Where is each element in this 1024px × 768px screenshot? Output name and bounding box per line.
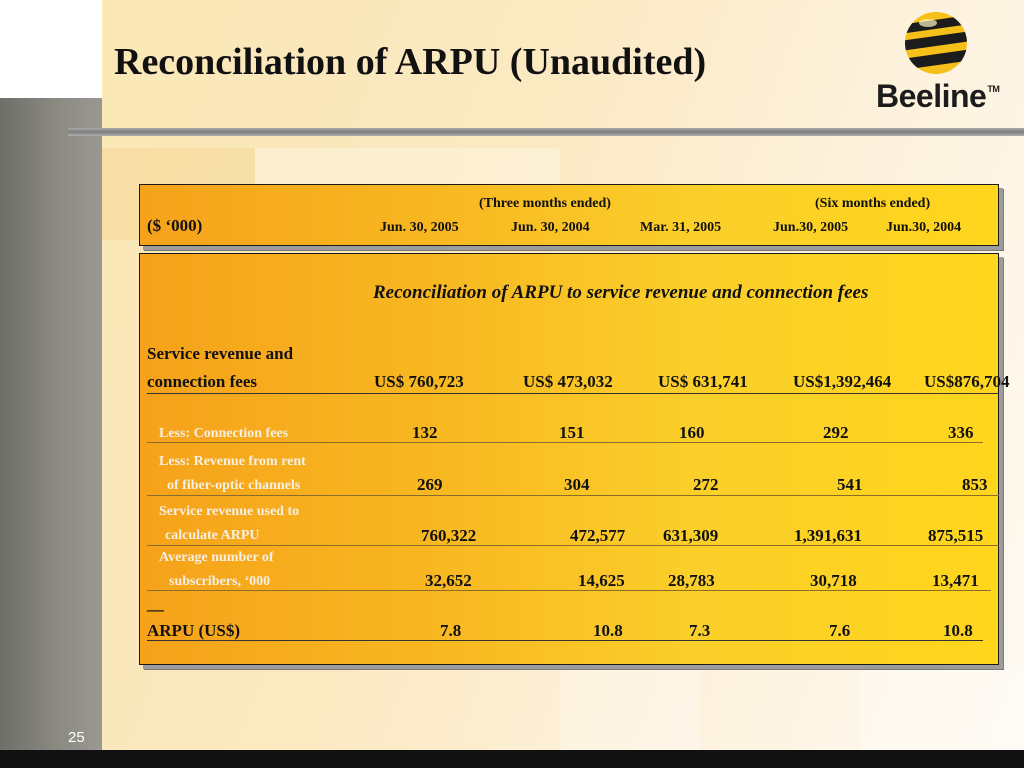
- unit-label: ($ ‘000): [147, 216, 203, 235]
- column-header: Jun. 30, 2005: [380, 220, 459, 235]
- table-header-panel: [139, 184, 999, 246]
- table-cell: 272: [693, 475, 719, 494]
- table-cell: 7.3: [689, 621, 711, 640]
- logo-trademark: TM: [987, 84, 1000, 94]
- table-cell: 30,718: [810, 571, 857, 590]
- table-cell: 1,391,631: [794, 526, 862, 545]
- table-cell: US$1,392,464: [793, 372, 892, 391]
- column-header: Jun. 30, 2004: [511, 220, 590, 235]
- row-label: ARPU (US$): [147, 621, 241, 640]
- table-cell: 336: [948, 423, 974, 442]
- table-cell: 7.6: [829, 621, 851, 640]
- table-cell: 10.8: [593, 621, 623, 640]
- white-corner-block: [0, 0, 102, 98]
- row-divider: [147, 442, 983, 443]
- table-cell: 472,577: [570, 526, 626, 545]
- title-divider: [68, 128, 1024, 136]
- table-cell: 875,515: [928, 526, 984, 545]
- table-cell: 304: [564, 475, 590, 494]
- row-divider: [147, 640, 983, 641]
- table-cell: 269: [417, 475, 443, 494]
- separator-mark: __: [147, 594, 164, 613]
- group-six-months: (Six months ended): [815, 196, 931, 211]
- table-cell: US$ 473,032: [523, 372, 613, 391]
- table-cell: 7.8: [440, 621, 462, 640]
- row-label: Less: Connection fees: [159, 426, 289, 441]
- table-cell: 132: [412, 423, 438, 442]
- table-cell: 292: [823, 423, 849, 442]
- row-label: connection fees: [147, 372, 258, 391]
- table-body-panel: [139, 253, 1010, 665]
- table-cell: 760,322: [421, 526, 477, 545]
- background-tile: [560, 666, 700, 750]
- logo-wordmark: [876, 78, 999, 115]
- row-divider: [147, 495, 999, 496]
- table-cell: 151: [559, 423, 585, 442]
- logo-name: Beeline: [876, 78, 987, 114]
- table-cell: 160: [679, 423, 705, 442]
- row-divider: [147, 590, 991, 591]
- slide-title: Reconciliation of ARPU (Unaudited): [114, 41, 707, 83]
- row-label: of fiber-optic channels: [167, 478, 301, 493]
- table-cell: 10.8: [943, 621, 973, 640]
- column-header: Jun.30, 2005: [773, 220, 849, 235]
- row-label: subscribers, ‘000: [169, 574, 271, 589]
- section-title: Reconciliation of ARPU to service revenue and connection fees: [373, 282, 869, 303]
- column-header: Mar. 31, 2005: [640, 220, 722, 235]
- row-label: calculate ARPU: [165, 528, 260, 543]
- table-cell: 28,783: [668, 571, 715, 590]
- column-header: Jun.30, 2004: [886, 220, 962, 235]
- row-label: Service revenue and: [147, 344, 294, 363]
- table-cell: 14,625: [578, 571, 625, 590]
- footer-bar: [0, 750, 1024, 768]
- row-divider: [147, 393, 999, 394]
- table-cell: 541: [837, 475, 863, 494]
- table-cell: 32,652: [425, 571, 472, 590]
- table-cell: US$ 631,741: [658, 372, 748, 391]
- background-tile: [860, 666, 1024, 750]
- row-divider: [147, 545, 999, 546]
- table-cell: 853: [962, 475, 988, 494]
- page-number: 25: [68, 729, 85, 746]
- table-cell: 13,471: [932, 571, 979, 590]
- row-label: Average number of: [159, 550, 274, 565]
- table-cell: 631,309: [663, 526, 719, 545]
- row-label: Less: Revenue from rent: [159, 454, 306, 469]
- group-three-months: (Three months ended): [479, 196, 611, 211]
- table-cell: US$876,704: [924, 372, 1010, 391]
- row-label: Service revenue used to: [159, 504, 300, 519]
- gray-side-strip: [0, 98, 102, 750]
- table-cell: US$ 760,723: [374, 372, 464, 391]
